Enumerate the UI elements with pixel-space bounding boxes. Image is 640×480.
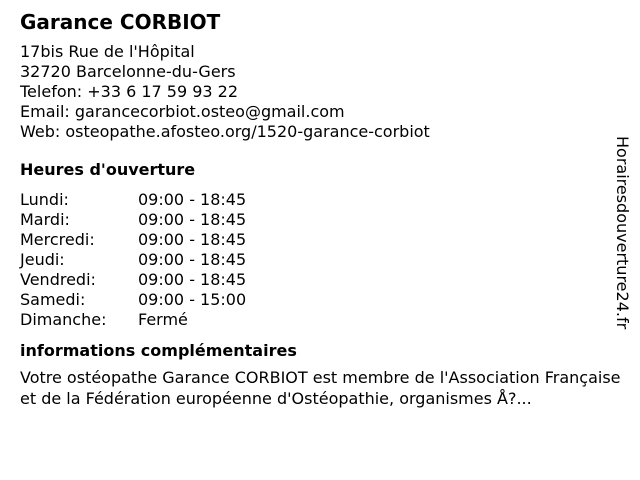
hours-row-friday	[20, 270, 246, 290]
address-city: 32720 Barcelonne-du-Gers	[20, 62, 236, 81]
day-label: Lundi:	[20, 190, 69, 209]
day-hours: 09:00 - 18:45	[138, 230, 247, 249]
hours-row-saturday	[20, 290, 246, 310]
day-label: Mercredi:	[20, 230, 95, 249]
day-hours: 09:00 - 18:45	[138, 210, 247, 229]
day-label: Jeudi:	[20, 250, 65, 269]
listing-card	[20, 10, 621, 409]
website-link: Web: osteopathe.afosteo.org/1520-garance-corbiot	[20, 122, 430, 141]
day-label: Samedi:	[20, 290, 86, 309]
day-hours: 09:00 - 15:00	[138, 290, 247, 309]
day-hours: 09:00 - 18:45	[138, 190, 247, 209]
day-hours: 09:00 - 18:45	[138, 250, 247, 269]
opening-hours-heading: Heures d'ouverture	[20, 160, 196, 179]
hours-row-tuesday	[20, 210, 246, 230]
hours-row-thursday	[20, 250, 246, 270]
day-label: Vendredi:	[20, 270, 96, 289]
day-hours: Fermé	[138, 310, 188, 329]
email-address: Email: garancecorbiot.osteo@gmail.com	[20, 102, 345, 121]
address-street: 17bis Rue de l'Hôpital	[20, 42, 195, 61]
hours-row-monday	[20, 190, 246, 210]
hours-row-wednesday	[20, 230, 246, 250]
day-hours: 09:00 - 18:45	[138, 270, 247, 289]
hours-row-sunday	[20, 310, 246, 330]
phone-number: Telefon: +33 6 17 59 93 22	[20, 82, 239, 101]
additional-info-text: Votre ostéopathe Garance CORBIOT est membre de l'Association Française et de la Fédération européenne d'Ostéopathie, organismes Å?...	[20, 368, 621, 408]
business-name: Garance CORBIOT	[20, 10, 221, 34]
site-watermark: Horairesdouverture24.fr	[613, 136, 632, 330]
contact-block	[20, 42, 610, 142]
additional-info-heading: informations complémentaires	[20, 341, 297, 360]
opening-hours-table	[20, 190, 246, 330]
day-label: Dimanche:	[20, 310, 107, 329]
day-label: Mardi:	[20, 210, 70, 229]
